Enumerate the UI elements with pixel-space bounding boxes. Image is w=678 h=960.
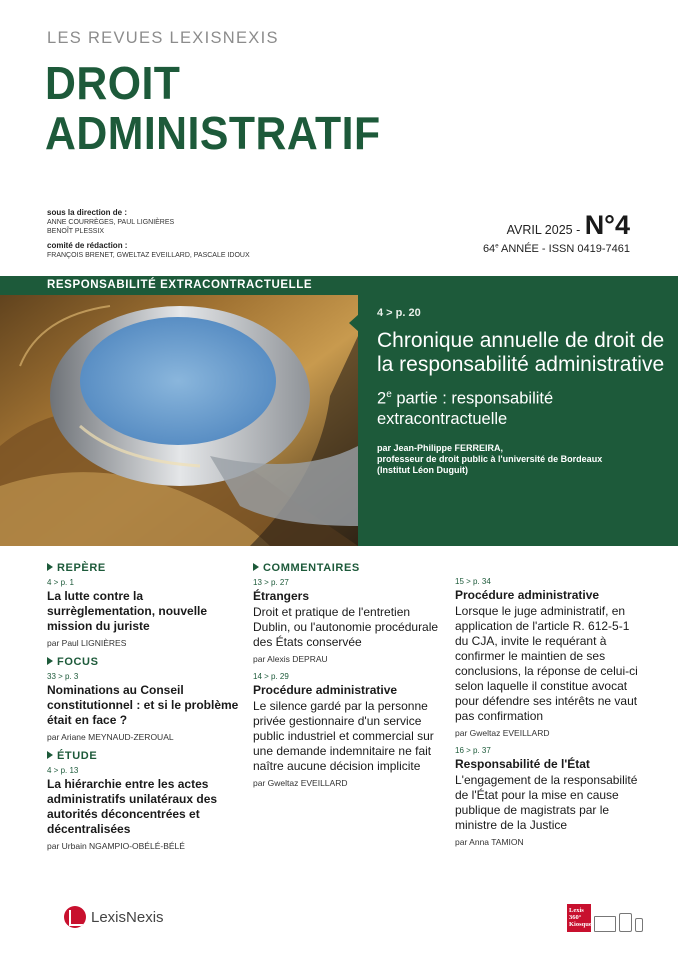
etude-title[interactable]: La hiérarchie entre les actes administratifs unilatéraux des autorités déconcentrées et décentralisées — [47, 777, 218, 836]
article-summary: Le silence gardé par la personne privée gestionnaire d'un service public industriel et commercial sur une demande indemnitaire ne fait naître aucune décision implicite — [253, 699, 434, 773]
article-summary: L'engagement de la responsabilité de l'État pour la mise en cause publique de magistrats par le ministre de la Justice — [455, 773, 638, 832]
issue-info — [483, 210, 630, 255]
journal-title-line1: DROIT — [45, 57, 181, 109]
issue-date: AVRIL 2025 - — [506, 223, 581, 237]
hero-pointer — [349, 314, 359, 332]
direction-label: sous la direction de : — [47, 208, 128, 217]
article-title[interactable]: Étrangers — [253, 589, 310, 603]
repere-title[interactable]: La lutte contre la surrèglementation, nouvelle mission du juriste — [47, 589, 208, 633]
publisher-name: LexisNexis — [91, 908, 164, 926]
cover-story-subtitle: 2e partie : responsabilité extracontractuelle — [377, 389, 554, 428]
article-author: par Gweltaz EVEILLARD — [253, 778, 348, 788]
article-summary: Droit et pratique de l'entretien Dublin, ou l'autonomie procédurale des États conservée — [253, 605, 439, 649]
desktop-icon — [594, 916, 616, 932]
section-focus: FOCUS — [47, 656, 242, 670]
focus-ref[interactable]: 33 > p. 3 — [47, 672, 79, 681]
repere-author: par Paul LIGNIÈRES — [47, 638, 127, 648]
focus-author: par Ariane MEYNAUD-ZEROUAL — [47, 732, 174, 742]
article-ref[interactable]: 15 > p. 34 — [455, 577, 491, 586]
cover-story-author: par Jean-Philippe FERREIRA, professeur de droit public à l'université de Bordeaux (Institut Léon Duguit) — [377, 442, 603, 475]
committee-names: FRANÇOIS BRENET, GWELTAZ EVEILLARD, PASCALE IDOUX — [47, 252, 250, 259]
direction-names-1: ANNE COURRÈGES, PAUL LIGNIÈRES — [47, 219, 175, 226]
article-title[interactable]: Procédure administrative — [455, 588, 600, 602]
lexisnexis-logo-icon — [64, 906, 86, 928]
journal-title — [45, 58, 381, 158]
cover-photo — [0, 276, 358, 546]
article-author: par Gweltaz EVEILLARD — [455, 728, 550, 738]
hero-panel — [358, 276, 678, 546]
comment-article — [455, 577, 640, 738]
series-name: LES REVUES LEXISNEXIS — [47, 29, 279, 47]
issue-number: N°4 — [584, 210, 630, 240]
repere-ref[interactable]: 4 > p. 1 — [47, 578, 74, 587]
kiosque-logo: Lexis 360° Kiosque — [567, 904, 591, 932]
triangle-right-icon — [47, 751, 53, 759]
article-ref[interactable]: 16 > p. 37 — [455, 746, 491, 755]
cover-story-title[interactable]: Chronique annuelle de droit de la responsabilité administrative — [377, 329, 665, 376]
cover-story — [0, 276, 678, 546]
comment-article — [253, 672, 443, 788]
cover-story-ref[interactable]: 4 > p. 20 — [377, 307, 421, 319]
editorial-board — [47, 208, 250, 260]
comment-article — [253, 578, 443, 664]
comment-article — [455, 746, 640, 847]
tablet-icon — [619, 913, 632, 932]
column-right — [455, 575, 640, 855]
triangle-right-icon — [47, 657, 53, 665]
section-bar: RESPONSABILITÉ EXTRACONTRACTUELLE — [0, 276, 358, 295]
journal-title-line2: ADMINISTRATIF — [45, 107, 381, 159]
article-author: par Alexis DEPRAU — [253, 654, 328, 664]
column-left — [47, 562, 242, 859]
etude-ref[interactable]: 4 > p. 13 — [47, 766, 79, 775]
etude-author: par Urbain NGAMPIO-OBÉLÉ-BÉLÉ — [47, 841, 185, 851]
spiral-architecture-image — [0, 276, 358, 546]
issue-year-issn: 64e ANNÉE - ISSN 0419-7461 — [482, 243, 630, 255]
section-repere: REPÈRE — [47, 562, 242, 576]
focus-title[interactable]: Nominations au Conseil constitutionnel : et si le problème était en face ? — [47, 683, 239, 727]
column-middle — [253, 562, 443, 796]
committee-label: comité de rédaction : — [47, 241, 128, 250]
phone-icon — [635, 918, 643, 932]
article-ref[interactable]: 13 > p. 27 — [253, 578, 289, 587]
section-etude: ÉTUDE — [47, 750, 242, 764]
lexisnexis-logo — [64, 906, 164, 928]
article-summary: Lorsque le juge administratif, en application de l'article R. 612-5-1 du CJA, invite le requérant à confirmer le maintien de ses conclusions, la réponse de celui-ci selon laquelle il constitue avocat pour défendre ses intérêts ne vaut pas confirmation — [455, 604, 638, 723]
triangle-right-icon — [253, 563, 259, 571]
article-title[interactable]: Responsabilité de l'État — [455, 757, 590, 771]
direction-names-2: BENOÎT PLESSIX — [47, 228, 105, 235]
article-ref[interactable]: 14 > p. 29 — [253, 672, 289, 681]
kiosque-badge — [567, 904, 643, 932]
triangle-right-icon — [47, 563, 53, 571]
article-title[interactable]: Procédure administrative — [253, 683, 398, 697]
article-author: par Anna TAMION — [455, 837, 524, 847]
section-commentaires: COMMENTAIRES — [253, 562, 443, 576]
